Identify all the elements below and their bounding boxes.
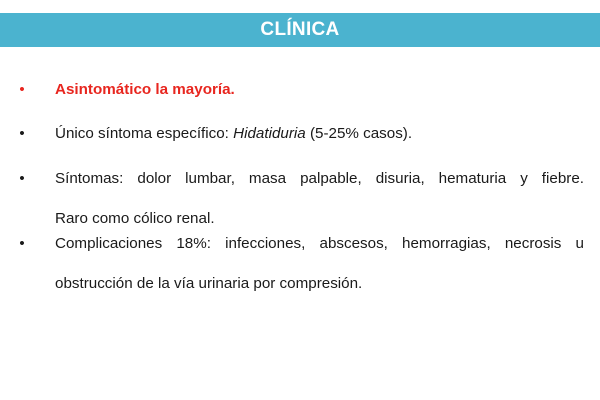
bullet-dot-icon: • xyxy=(19,235,25,252)
bullet-text-line-1: Complicaciones 18%: infecciones, abscesos, hemorragias, necrosis u xyxy=(55,235,584,252)
bullet-text-italic-term: Hidatiduria xyxy=(233,125,306,142)
bullet-text xyxy=(55,234,584,294)
bullet-text-line-2: obstrucción de la vía urinaria por compresión. xyxy=(55,275,363,292)
bullet-text xyxy=(55,124,584,144)
bullet-text-line-2: Raro como cólico renal. xyxy=(55,210,215,227)
bullet-text: Asintomático la mayoría. xyxy=(55,81,235,98)
slide-title: CLÍNICA xyxy=(260,19,340,40)
bullet-dot-icon: • xyxy=(19,170,25,187)
bullet-text-lead: Único síntoma específico: xyxy=(55,125,234,142)
bullet-text-tail: (5-25% casos). xyxy=(305,125,413,142)
bullet-text-line-1: Síntomas: dolor lumbar, masa palpable, disuria, hematuria y fiebre. xyxy=(55,170,584,187)
bullet-dot-icon: • xyxy=(19,81,25,98)
bullet-dot-icon: • xyxy=(19,125,25,142)
bullet-text xyxy=(55,169,584,229)
